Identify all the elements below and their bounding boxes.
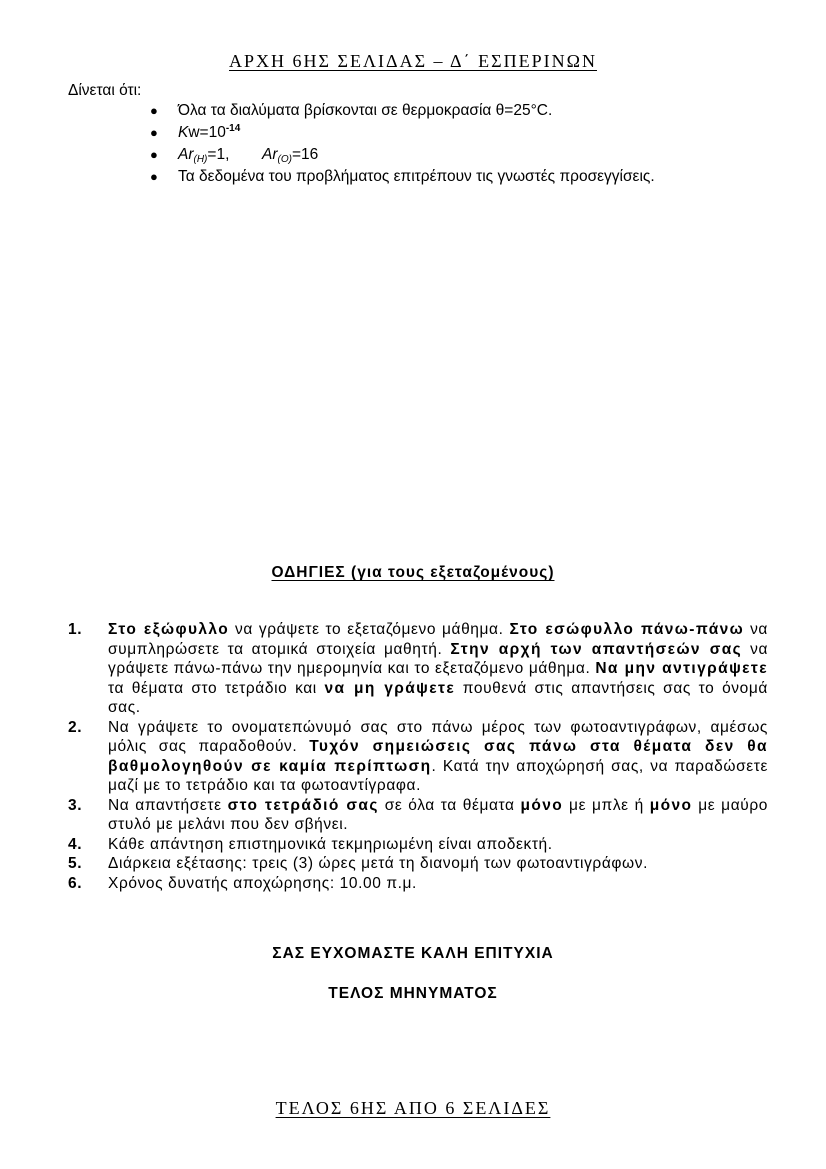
instruction-number: 4. <box>68 835 83 853</box>
ar-h-sub: (H) <box>193 154 208 165</box>
instruction-bold: μόνο <box>520 796 564 814</box>
instruction-bold: Να μην αντιγράψετε <box>595 660 768 677</box>
instruction-text: σε όλα τα θέματα <box>378 796 521 814</box>
instruction-number: 6. <box>68 874 83 892</box>
kw-value: w=10 <box>188 124 226 141</box>
given-item-atomic-masses <box>150 144 655 166</box>
instruction-text: με μπλε ή <box>563 796 650 814</box>
instruction-text: Χρόνος δυνατής αποχώρησης: 10.00 π.μ. <box>108 874 417 892</box>
instruction-text: να συμπληρώσετε τα ατομικά στοιχεία μαθητή. <box>108 621 768 658</box>
instruction-text: τα θέματα στο τετράδιο και <box>108 679 325 697</box>
ar-h-value: =1, <box>207 146 230 163</box>
given-item-text: Τα δεδομένα του προβλήματος επιτρέπουν τις γνωστές προσεγγίσεις. <box>178 168 655 185</box>
instruction-bold: Στο εξώφυλλο <box>108 621 230 638</box>
bullet-icon: ● <box>150 147 158 162</box>
given-item-kw <box>150 122 655 144</box>
instruction-item-5 <box>68 854 768 874</box>
instruction-text: πουθενά στις απαντήσεις σας το όνομά σας. <box>108 679 768 716</box>
given-list <box>150 100 655 188</box>
instruction-text: να γράψετε πάνω-πάνω την ημερομηνία και το εξεταζόμενο μάθημα. <box>108 640 769 677</box>
instruction-bold: Τυχόν σημειώσεις σας πάνω στα θέματα δεν θα βαθμολογηθούν σε καμία περίπτωση <box>108 738 768 775</box>
instruction-number: 5. <box>68 855 83 872</box>
instruction-text: Να απαντήσετε <box>108 796 228 814</box>
instructions-list <box>68 620 768 893</box>
ar-o-value: =16 <box>291 146 319 163</box>
kw-k: K <box>178 124 189 141</box>
instruction-text: με μαύρο στυλό με μελάνι που δεν σβήνει. <box>108 796 768 833</box>
given-item-approximations <box>150 166 655 188</box>
instruction-text: Κάθε απάντηση επιστημονικά τεκμηριωμένη είναι αποδεκτή. <box>108 835 553 853</box>
instruction-bold: Στο εσώφυλλο πάνω-πάνω <box>509 621 745 638</box>
kw-exponent: -14 <box>225 123 241 134</box>
given-intro: Δίνεται ότι: <box>68 82 142 99</box>
given-item-text: Όλα τα διαλύματα βρίσκονται σε θερμοκρασία θ=25°C. <box>178 102 553 119</box>
bullet-icon: ● <box>150 125 158 140</box>
instruction-text: Διάρκεια εξέτασης: τρεις (3) ώρες μετά τη διανομή των φωτοαντιγράφων. <box>108 855 649 872</box>
page-footer-title: ΤΕΛΟΣ 6ΗΣ ΑΠΟ 6 ΣΕΛΙΔΕΣ <box>275 1098 551 1118</box>
instruction-bold: μόνο <box>649 796 693 814</box>
closing-wish: ΣΑΣ ΕΥΧΟΜΑΣΤΕ ΚΑΛΗ ΕΠΙΤΥΧΙΑ <box>272 945 554 962</box>
instruction-text: να γράψετε το εξεταζόμενο μάθημα. <box>229 621 510 638</box>
given-item-temperature <box>150 100 655 122</box>
instruction-number: 1. <box>68 621 83 638</box>
bullet-icon: ● <box>150 103 158 118</box>
instruction-item-3 <box>68 796 768 835</box>
instructions-heading: ΟΔΗΓΙΕΣ (για τους εξεταζομένους) <box>271 564 555 581</box>
page-header-title: ΑΡΧΗ 6ΗΣ ΣΕΛΙΔΑΣ – Δ΄ ΕΣΠΕΡΙΝΩΝ <box>229 51 597 71</box>
instruction-item-4 <box>68 835 768 855</box>
instruction-item-2 <box>68 718 768 796</box>
instruction-bold: στο τετράδιό σας <box>227 796 379 814</box>
instruction-item-6 <box>68 874 768 894</box>
instruction-number: 2. <box>68 718 83 736</box>
instruction-text: Να γράψετε το ονοματεπώνυμό σας στο πάνω μέρος των φωτοαντιγράφων, αμέσως μόλις σας παραδοθούν. <box>108 718 768 755</box>
ar-o-sub: (O) <box>277 154 292 165</box>
bullet-icon: ● <box>150 169 158 184</box>
closing-end-message: ΤΕΛΟΣ ΜΗΝΥΜΑΤΟΣ <box>328 985 498 1002</box>
ar-h-label: Ar <box>178 146 194 163</box>
instruction-number: 3. <box>68 796 83 814</box>
ar-o-label: Ar <box>262 146 278 163</box>
instruction-item-1 <box>68 620 768 718</box>
instruction-text: . Κατά την αποχώρησή σας, να παραδώσετε μαζί με το τετράδιο και τα φωτοαντίγραφα. <box>108 757 768 794</box>
instruction-bold: να μη γράψετε <box>324 679 456 697</box>
instruction-bold: Στην αρχή των απαντήσεών σας <box>450 640 743 658</box>
